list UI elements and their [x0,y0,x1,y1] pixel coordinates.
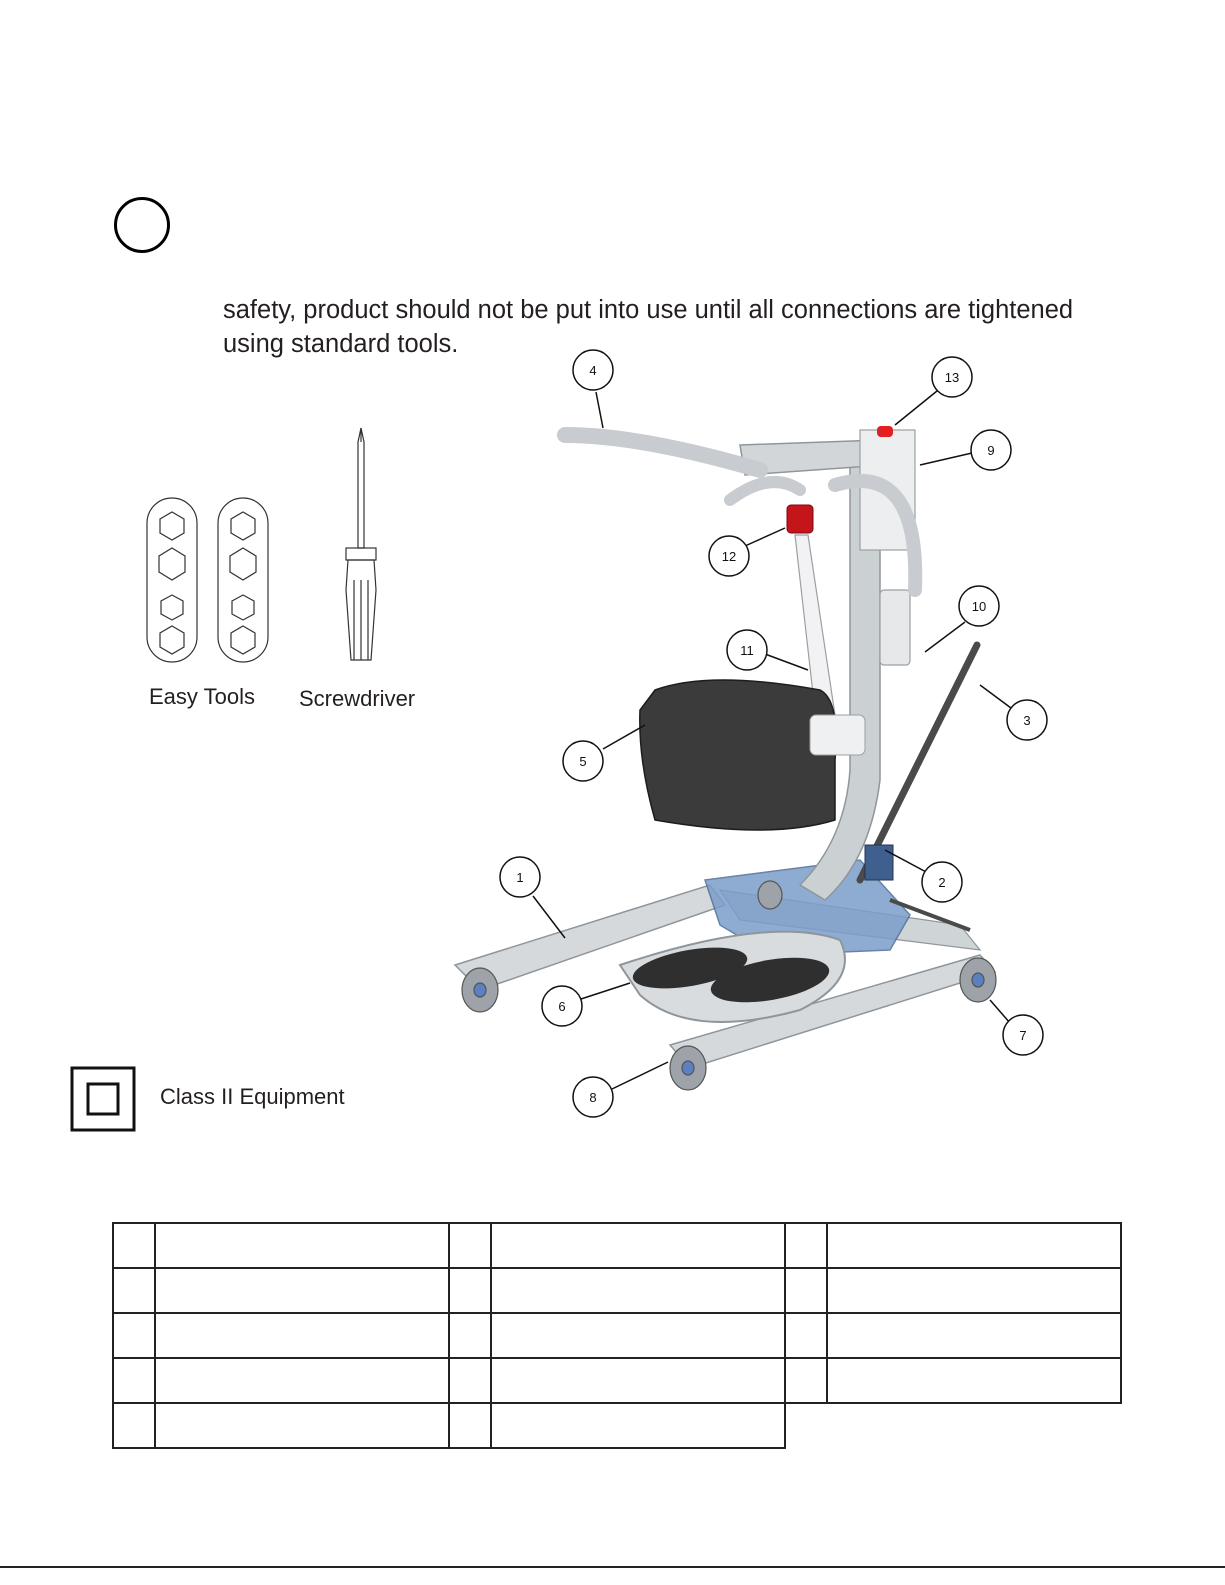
callout-7 [1003,1015,1043,1055]
callout-6 [542,986,582,1026]
part-number-cell [113,1358,155,1403]
lift-illustration [440,340,1080,1140]
pad-bracket [810,715,865,755]
sling-arm [565,435,760,470]
table-row [113,1223,1121,1268]
callout-12 [709,536,749,576]
notice-icon [114,197,170,253]
part-number-cell [449,1313,491,1358]
callout-1 [500,857,540,897]
part-number-cell [113,1268,155,1313]
part-name-cell [155,1358,449,1403]
easy-tools-label: Easy Tools [149,684,255,709]
callout-label-10: 10 [971,599,987,614]
callout-label-2: 2 [938,875,946,890]
part-number-cell [785,1358,827,1403]
intro-line-1: safety, product should not be put into use until all connections are tightened [223,296,1074,324]
part-name-cell [491,1268,785,1313]
part-number-cell [113,1313,155,1358]
part-name-cell [827,1358,1121,1403]
class-ii-symbol [70,1066,136,1137]
callout-8 [573,1077,613,1117]
part-name-cell [827,1223,1121,1268]
actuator-top [787,505,813,533]
callout-9 [971,430,1011,470]
part-number-cell [449,1403,491,1448]
callout-5 [563,741,603,781]
part-number-cell [113,1403,155,1448]
callout-2 [922,862,962,902]
callout-label-11: 11 [740,643,754,658]
empty-cell [785,1403,1121,1448]
emergency-stop-icon [877,426,893,437]
tools-illustration [140,420,440,730]
part-number-cell [113,1223,155,1268]
part-number-cell [449,1223,491,1268]
callout-label-9: 9 [987,443,995,458]
part-name-cell [155,1313,449,1358]
part-name-cell [491,1358,785,1403]
hand-control [880,590,910,665]
part-number-cell [785,1223,827,1268]
part-name-cell [491,1313,785,1358]
part-name-cell [155,1403,449,1448]
callout-label-12: 12 [721,549,737,564]
callout-label-5: 5 [579,754,587,769]
class-ii-label: Class II Equipment [160,1084,345,1109]
part-number-cell [449,1268,491,1313]
part-name-cell [155,1268,449,1313]
part-number-cell [785,1268,827,1313]
callout-label-4: 4 [589,363,597,378]
callout-label-13: 13 [944,370,960,385]
double-square-icon [70,1066,136,1132]
part-number-cell [785,1313,827,1358]
part-name-cell [827,1268,1121,1313]
table-row [113,1268,1121,1313]
table-row [113,1358,1121,1403]
table-row [113,1403,1121,1448]
part-name-cell [827,1313,1121,1358]
footer-rule [0,1566,1225,1568]
callout-3 [1007,700,1047,740]
patient-lift-diagram [440,340,1080,1145]
part-name-cell [491,1223,785,1268]
seat-pad [640,680,836,830]
intro-line-2: using standard tools. [223,330,459,358]
callout-11 [727,630,767,670]
part-name-cell [491,1403,785,1448]
callout-4 [573,350,613,390]
table-row [113,1313,1121,1358]
parts-table [112,1222,1122,1449]
callout-10 [959,586,999,626]
part-name-cell [155,1223,449,1268]
callout-label-3: 3 [1023,713,1031,728]
part-number-cell [449,1358,491,1403]
easy-tools-icon [140,420,440,670]
callout-13 [932,357,972,397]
callout-label-7: 7 [1019,1028,1027,1043]
callout-label-6: 6 [558,999,566,1014]
callout-label-8: 8 [589,1090,597,1105]
screwdriver-icon [346,428,376,660]
pump-unit [865,845,893,880]
screwdriver-label: Screwdriver [299,686,416,711]
callout-label-1: 1 [516,870,524,885]
